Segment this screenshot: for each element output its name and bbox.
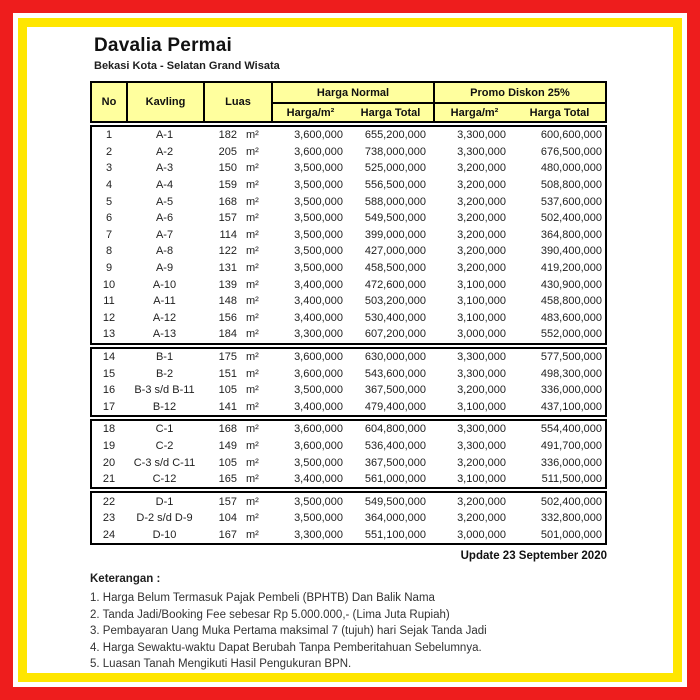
cell-no: 20 <box>102 456 116 469</box>
luas-unit: m² <box>246 179 259 192</box>
luas-unit: m² <box>246 512 259 525</box>
cell-no: 19 <box>102 439 116 452</box>
table-body <box>90 125 607 545</box>
cell-kavling: A-4 <box>155 179 174 192</box>
table-row <box>92 193 605 210</box>
cell-luas <box>203 457 271 469</box>
cell-harga-total-promo: 537,600,000 <box>540 195 602 208</box>
cell-no: 22 <box>102 495 116 508</box>
cell-no: 15 <box>102 367 116 380</box>
cell-kavling: B-1 <box>155 351 174 364</box>
cell-no: 21 <box>102 473 116 486</box>
table-row <box>92 527 605 544</box>
cell-luas <box>203 212 271 224</box>
table-row <box>92 293 605 310</box>
cell-harga-m2-normal: 3,300,000 <box>294 328 343 341</box>
note-item: 3. Pembayaran Uang Muka Pertama maksimal 7 (tujuh) hari Sejak Tanda Jadi <box>90 625 487 638</box>
cell-harga-m2-normal: 3,500,000 <box>294 456 343 469</box>
cell-harga-m2-promo: 3,200,000 <box>457 195 506 208</box>
cell-harga-total-normal: 607,200,000 <box>364 328 426 341</box>
cell-harga-total-promo: 502,400,000 <box>540 495 602 508</box>
cell-no: 14 <box>102 351 116 364</box>
cell-luas <box>203 196 271 208</box>
cell-harga-m2-normal: 3,400,000 <box>294 295 343 308</box>
header-no: No <box>101 96 117 108</box>
cell-harga-total-normal: 530,400,000 <box>364 311 426 324</box>
luas-unit: m² <box>246 328 259 341</box>
luas-value: 131 <box>218 262 237 275</box>
luas-value: 149 <box>218 439 237 452</box>
cell-harga-m2-normal: 3,500,000 <box>294 495 343 508</box>
cell-kavling: C-1 <box>155 423 174 436</box>
luas-unit: m² <box>246 262 259 275</box>
table-row <box>92 144 605 161</box>
cell-kavling: A-2 <box>155 145 174 158</box>
header-promo-harga-m2: Harga/m² <box>433 102 514 121</box>
luas-unit: m² <box>246 367 259 380</box>
notes-heading: Keterangan : <box>90 573 161 586</box>
luas-unit: m² <box>246 311 259 324</box>
note-item: 5. Luasan Tanah Mengikuti Hasil Pengukuran BPN. <box>90 658 352 671</box>
cell-harga-total-normal: 472,600,000 <box>364 278 426 291</box>
cell-harga-m2-promo: 3,200,000 <box>457 512 506 525</box>
table-row <box>92 160 605 177</box>
cell-kavling: C-3 s/d C-11 <box>133 456 196 469</box>
luas-value: 167 <box>218 528 237 541</box>
luas-value: 168 <box>218 423 237 436</box>
cell-no: 13 <box>102 328 116 341</box>
luas-value: 148 <box>218 295 237 308</box>
table-row <box>92 310 605 327</box>
cell-harga-m2-normal: 3,500,000 <box>294 384 343 397</box>
table-row <box>92 399 605 416</box>
cell-harga-total-promo: 676,500,000 <box>540 145 602 158</box>
page-subtitle: Bekasi Kota - Selatan Grand Wisata <box>94 60 280 72</box>
cell-kavling: D-1 <box>155 495 174 508</box>
cell-harga-total-normal: 399,000,000 <box>364 228 426 241</box>
cell-harga-m2-normal: 3,600,000 <box>294 351 343 364</box>
cell-harga-m2-normal: 3,300,000 <box>294 528 343 541</box>
cell-harga-total-promo: 364,800,000 <box>540 228 602 241</box>
cell-no: 16 <box>102 384 116 397</box>
luas-value: 157 <box>218 212 237 225</box>
cell-harga-total-promo: 430,900,000 <box>540 278 602 291</box>
cell-harga-m2-promo: 3,300,000 <box>457 439 506 452</box>
luas-unit: m² <box>246 129 259 142</box>
luas-unit: m² <box>246 212 259 225</box>
cell-harga-total-promo: 390,400,000 <box>540 245 602 258</box>
update-date: Update 23 September 2020 <box>460 550 607 563</box>
cell-kavling: A-11 <box>153 295 176 308</box>
cell-luas <box>203 351 271 363</box>
cell-harga-m2-promo: 3,200,000 <box>457 245 506 258</box>
cell-harga-total-normal: 458,500,000 <box>364 262 426 275</box>
cell-harga-total-normal: 588,000,000 <box>364 195 426 208</box>
cell-kavling: B-3 s/d B-11 <box>134 384 195 397</box>
cell-harga-m2-promo: 3,100,000 <box>457 311 506 324</box>
table-row <box>92 243 605 260</box>
luas-value: 104 <box>218 512 237 525</box>
luas-value: 182 <box>218 129 237 142</box>
cell-harga-total-normal: 525,000,000 <box>364 162 426 175</box>
luas-unit: m² <box>246 278 259 291</box>
cell-luas <box>203 279 271 291</box>
cell-harga-m2-promo: 3,300,000 <box>457 145 506 158</box>
cell-kavling: A-9 <box>155 262 174 275</box>
cell-luas <box>203 262 271 274</box>
cell-harga-total-promo: 577,500,000 <box>540 351 602 364</box>
cell-harga-m2-normal: 3,400,000 <box>294 400 343 413</box>
cell-harga-total-normal: 549,500,000 <box>364 495 426 508</box>
table-row <box>92 177 605 194</box>
cell-harga-m2-promo: 3,100,000 <box>457 400 506 413</box>
cell-luas <box>203 162 271 174</box>
luas-value: 165 <box>218 473 237 486</box>
cell-kavling: A-13 <box>152 328 177 341</box>
cell-harga-m2-promo: 3,200,000 <box>457 179 506 192</box>
cell-harga-m2-promo: 3,000,000 <box>457 328 506 341</box>
luas-value: 139 <box>218 278 237 291</box>
cell-harga-m2-promo: 3,100,000 <box>457 278 506 291</box>
cell-harga-total-promo: 502,400,000 <box>540 212 602 225</box>
cell-harga-total-promo: 511,500,000 <box>541 473 602 486</box>
cell-harga-total-normal: 630,000,000 <box>364 351 426 364</box>
cell-harga-total-normal: 479,400,000 <box>364 400 426 413</box>
cell-harga-total-promo: 552,000,000 <box>540 328 602 341</box>
cell-harga-m2-normal: 3,600,000 <box>294 423 343 436</box>
cell-kavling: A-1 <box>155 129 174 142</box>
cell-luas <box>203 245 271 257</box>
luas-unit: m² <box>246 195 259 208</box>
cell-harga-m2-promo: 3,200,000 <box>457 456 506 469</box>
cell-harga-total-promo: 508,800,000 <box>540 179 602 192</box>
white-gap-frame <box>13 13 687 687</box>
table-row <box>92 326 605 343</box>
table-header <box>90 81 607 123</box>
luas-unit: m² <box>246 456 259 469</box>
cell-no: 10 <box>102 278 116 291</box>
cell-luas <box>203 368 271 380</box>
yellow-frame <box>18 18 682 682</box>
cell-kavling: D-10 <box>152 528 177 541</box>
cell-harga-m2-normal: 3,500,000 <box>294 512 343 525</box>
luas-value: 168 <box>218 195 237 208</box>
luas-value: 159 <box>218 179 237 192</box>
luas-unit: m² <box>246 384 259 397</box>
cell-harga-total-promo: 483,600,000 <box>540 311 602 324</box>
cell-harga-total-promo: 336,000,000 <box>540 384 602 397</box>
table-row <box>92 276 605 293</box>
cell-no: 1 <box>105 129 113 142</box>
cell-kavling: B-12 <box>152 400 177 413</box>
cell-harga-m2-normal: 3,500,000 <box>294 162 343 175</box>
notes-section <box>90 573 673 673</box>
cell-harga-total-normal: 549,500,000 <box>364 212 426 225</box>
cell-no: 24 <box>102 528 116 541</box>
cell-luas <box>203 328 271 340</box>
luas-unit: m² <box>246 295 259 308</box>
luas-value: 151 <box>218 367 237 380</box>
header-harga-normal: Harga Normal <box>271 83 433 102</box>
table-section-b <box>90 347 607 417</box>
cell-kavling: A-7 <box>155 228 174 241</box>
cell-kavling: A-12 <box>152 311 177 324</box>
table-row <box>92 127 605 144</box>
header-normal-harga-m2: Harga/m² <box>271 102 348 121</box>
luas-value: 141 <box>218 400 237 413</box>
cell-harga-m2-normal: 3,500,000 <box>294 228 343 241</box>
luas-unit: m² <box>246 400 259 413</box>
cell-harga-m2-promo: 3,200,000 <box>457 212 506 225</box>
luas-unit: m² <box>246 423 259 436</box>
table-row <box>92 210 605 227</box>
cell-luas <box>203 146 271 158</box>
cell-harga-m2-promo: 3,200,000 <box>457 262 506 275</box>
table-section-d <box>90 491 607 545</box>
cell-harga-total-promo: 501,000,000 <box>540 528 602 541</box>
cell-harga-m2-promo: 3,200,000 <box>457 228 506 241</box>
cell-harga-total-normal: 364,000,000 <box>364 512 426 525</box>
cell-harga-m2-promo: 3,000,000 <box>457 528 506 541</box>
cell-harga-total-normal: 503,200,000 <box>364 295 426 308</box>
cell-luas <box>203 423 271 435</box>
notes-list <box>90 590 673 673</box>
cell-luas <box>203 295 271 307</box>
header-promo-diskon: Promo Diskon 25% <box>433 83 605 102</box>
cell-harga-total-normal: 543,600,000 <box>364 367 426 380</box>
cell-harga-total-promo: 554,400,000 <box>540 423 602 436</box>
table-row <box>92 421 605 438</box>
table-row <box>92 365 605 382</box>
cell-harga-m2-promo: 3,300,000 <box>457 129 506 142</box>
cell-no: 2 <box>105 145 113 158</box>
luas-unit: m² <box>246 245 259 258</box>
note-item: 4. Harga Sewaktu-waktu Dapat Berubah Tanpa Pemberitahuan Sebelumnya. <box>90 641 482 654</box>
cell-harga-m2-normal: 3,500,000 <box>294 179 343 192</box>
cell-no: 18 <box>102 423 116 436</box>
cell-harga-m2-normal: 3,500,000 <box>294 262 343 275</box>
cell-harga-m2-normal: 3,600,000 <box>294 129 343 142</box>
luas-value: 175 <box>218 351 237 364</box>
cell-harga-total-promo: 419,200,000 <box>540 262 602 275</box>
cell-no: 23 <box>102 512 116 525</box>
cell-harga-total-normal: 561,000,000 <box>364 473 426 486</box>
cell-harga-m2-normal: 3,500,000 <box>294 212 343 225</box>
cell-kavling: A-10 <box>152 278 177 291</box>
header-normal-harga-total: Harga Total <box>348 102 433 121</box>
luas-value: 105 <box>218 456 237 469</box>
cell-luas <box>203 401 271 413</box>
cell-harga-total-promo: 498,300,000 <box>540 367 602 380</box>
luas-value: 114 <box>219 228 237 241</box>
luas-unit: m² <box>246 162 259 175</box>
cell-no: 8 <box>105 245 113 258</box>
luas-unit: m² <box>246 473 259 486</box>
cell-kavling: A-5 <box>155 195 174 208</box>
cell-harga-m2-promo: 3,300,000 <box>457 423 506 436</box>
table-section-c <box>90 419 607 489</box>
cell-harga-m2-normal: 3,400,000 <box>294 473 343 486</box>
cell-harga-total-normal: 536,400,000 <box>364 439 426 452</box>
cell-harga-m2-promo: 3,100,000 <box>457 473 506 486</box>
cell-kavling: A-8 <box>155 245 174 258</box>
table-row <box>92 493 605 510</box>
cell-luas <box>203 529 271 541</box>
cell-harga-m2-promo: 3,300,000 <box>457 367 506 380</box>
luas-value: 122 <box>218 245 237 258</box>
cell-harga-total-promo: 458,800,000 <box>540 295 602 308</box>
cell-harga-total-normal: 738,000,000 <box>364 145 426 158</box>
cell-no: 6 <box>105 212 113 225</box>
cell-luas <box>203 473 271 485</box>
cell-luas <box>203 129 271 141</box>
luas-unit: m² <box>246 495 259 508</box>
cell-harga-m2-normal: 3,400,000 <box>294 311 343 324</box>
cell-no: 4 <box>105 179 113 192</box>
cell-kavling: A-6 <box>155 212 174 225</box>
page-title: Davalia Permai <box>94 35 232 56</box>
cell-harga-m2-promo: 3,200,000 <box>457 384 506 397</box>
cell-harga-total-normal: 655,200,000 <box>364 129 426 142</box>
table-row <box>92 382 605 399</box>
cell-no: 11 <box>103 295 115 308</box>
cell-kavling: D-2 s/d D-9 <box>136 512 193 525</box>
cell-harga-total-normal: 367,500,000 <box>364 456 426 469</box>
cell-harga-m2-promo: 3,300,000 <box>457 351 506 364</box>
cell-harga-m2-promo: 3,200,000 <box>457 495 506 508</box>
cell-harga-total-normal: 604,800,000 <box>364 423 426 436</box>
luas-value: 157 <box>218 495 237 508</box>
luas-unit: m² <box>246 351 259 364</box>
cell-luas <box>203 496 271 508</box>
cell-luas <box>203 312 271 324</box>
table-row <box>92 260 605 277</box>
cell-harga-total-normal: 551,100,000 <box>364 528 426 541</box>
cell-harga-m2-promo: 3,100,000 <box>457 295 506 308</box>
luas-unit: m² <box>246 145 259 158</box>
cell-harga-total-promo: 600,600,000 <box>540 129 602 142</box>
cell-harga-m2-normal: 3,600,000 <box>294 145 343 158</box>
table-row <box>92 349 605 366</box>
cell-kavling: C-12 <box>152 473 177 486</box>
table-row <box>92 510 605 527</box>
header-promo-harga-total: Harga Total <box>514 102 605 121</box>
cell-luas <box>203 440 271 452</box>
cell-luas <box>203 229 271 241</box>
cell-luas <box>203 512 271 524</box>
cell-harga-total-normal: 367,500,000 <box>364 384 426 397</box>
header-luas: Luas <box>203 83 271 121</box>
cell-no: 5 <box>105 195 113 208</box>
cell-harga-total-promo: 480,000,000 <box>540 162 602 175</box>
luas-value: 105 <box>218 384 237 397</box>
cell-harga-m2-normal: 3,600,000 <box>294 367 343 380</box>
cell-harga-m2-normal: 3,400,000 <box>294 278 343 291</box>
cell-harga-m2-normal: 3,500,000 <box>294 195 343 208</box>
table-section-a <box>90 125 607 345</box>
header-kavling: Kavling <box>126 83 203 121</box>
table-row <box>92 438 605 455</box>
luas-value: 150 <box>218 162 237 175</box>
cell-kavling: A-3 <box>155 162 174 175</box>
table-row <box>92 454 605 471</box>
luas-unit: m² <box>246 228 259 241</box>
price-table <box>90 81 607 545</box>
cell-harga-total-promo: 336,000,000 <box>540 456 602 469</box>
cell-no: 17 <box>102 400 116 413</box>
cell-no: 12 <box>102 311 116 324</box>
luas-value: 205 <box>218 145 237 158</box>
cell-harga-total-promo: 491,700,000 <box>540 439 602 452</box>
cell-no: 3 <box>105 162 113 175</box>
luas-unit: m² <box>246 528 259 541</box>
cell-no: 7 <box>105 228 113 241</box>
cell-harga-m2-promo: 3,200,000 <box>457 162 506 175</box>
luas-value: 184 <box>218 328 237 341</box>
cell-kavling: C-2 <box>155 439 174 452</box>
note-item: 2. Tanda Jadi/Booking Fee sebesar Rp 5.000.000,- (Lima Juta Rupiah) <box>90 608 450 621</box>
cell-harga-total-promo: 437,100,000 <box>540 400 602 413</box>
table-row <box>92 471 605 488</box>
luas-value: 156 <box>218 311 237 324</box>
cell-harga-total-normal: 427,000,000 <box>364 245 426 258</box>
flyer-content <box>27 27 673 673</box>
luas-unit: m² <box>246 439 259 452</box>
cell-kavling: B-2 <box>155 367 174 380</box>
table-row <box>92 227 605 244</box>
cell-harga-m2-normal: 3,600,000 <box>294 439 343 452</box>
cell-no: 9 <box>105 262 113 275</box>
cell-harga-total-promo: 332,800,000 <box>540 512 602 525</box>
cell-harga-m2-normal: 3,500,000 <box>294 245 343 258</box>
cell-harga-total-normal: 556,500,000 <box>364 179 426 192</box>
cell-luas <box>203 179 271 191</box>
note-item: 1. Harga Belum Termasuk Pajak Pembeli (BPHTB) Dan Balik Nama <box>90 592 435 605</box>
cell-luas <box>203 384 271 396</box>
